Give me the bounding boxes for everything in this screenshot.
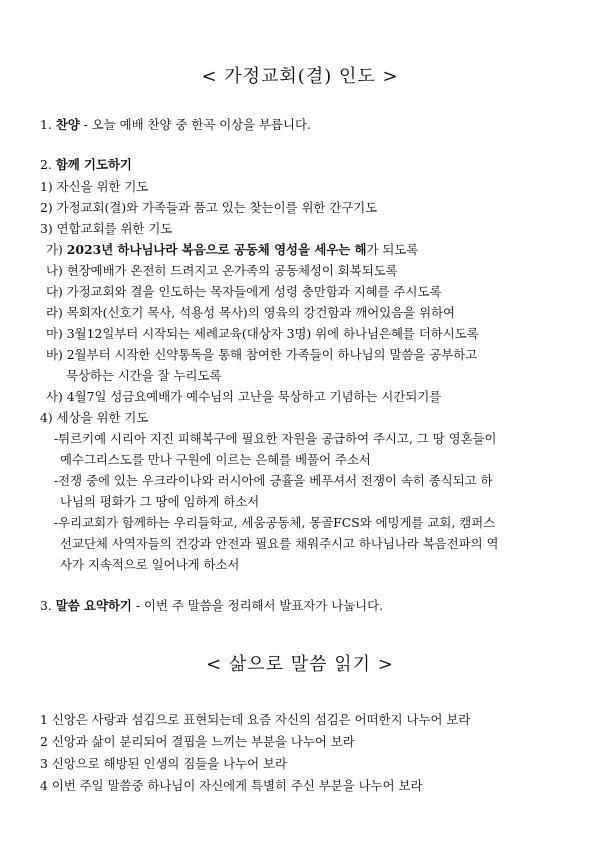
section-text: - 오늘 예배 찬양 중 한곡 이상을 부릅니다. [79, 117, 311, 132]
world-prayer-bullet-2: -전쟁 중에 있는 우크라이나와 러시아에 긍휼을 베푸셔서 전쟁이 속히 종식되고 하 [54, 473, 493, 488]
prayer-item-1: 1) 자신을 위한 기도 [40, 179, 149, 194]
section-prayer [40, 155, 132, 173]
sub-bold-text: 2023년 하나님나라 복음으로 공동체 영성을 세우는 해 [66, 242, 367, 257]
section-summary [40, 596, 383, 614]
prayer-item-2: 2) 가정교회(결)와 가족들과 품고 있는 찾는이를 위한 간구기도 [40, 200, 378, 215]
section-text: - 이번 주 말씀을 정리해서 발표자가 나눕니다. [131, 598, 384, 613]
world-prayer-bullet-3-continued-1: 선교단체 사역자들의 건강과 안전과 필요를 채워주시고 하나님나라 복음전파의 역 [60, 536, 499, 551]
question-1: 1 신앙은 사랑과 섬김으로 표현되는데 요즘 자신의 섬김은 어떠한지 나누어 보라 [40, 712, 471, 727]
prayer-sub-da: 다) 가정교회와 결을 인도하는 목자들에게 성령 충만함과 지혜를 주시도록 [46, 284, 442, 299]
heading-reading-with-life: < 삶으로 말씀 읽기 > [206, 654, 394, 675]
world-prayer-bullet-3: -우리교회가 함께하는 우리들학교, 세움공동체, 몽골FCS와 에밍게를 교회, 캠퍼스 [54, 515, 496, 530]
sub-prefix: 가) [46, 242, 67, 257]
section-title: 함께 기도하기 [55, 157, 132, 172]
prayer-sub-ba: 바) 2월부터 시작한 신약통독을 통해 참여한 가족들이 하나님의 말씀을 공부하고 [46, 347, 478, 362]
prayer-sub-na: 나) 현장예배가 온전히 드려지고 온가족의 공동체성이 회복되도록 [46, 263, 398, 278]
prayer-item-3: 3) 연합교회를 위한 기도 [40, 221, 173, 236]
section-number: 3. [40, 598, 56, 613]
section-number: 1. [40, 117, 56, 132]
world-prayer-bullet-1: -튀르키예 시리아 지진 피해복구에 필요한 자원을 공급하여 주시고, 그 땅 영혼들이 [54, 431, 497, 446]
section-title: 찬양 [55, 117, 80, 132]
prayer-sub-ma: 마) 3월12일부터 시작되는 세례교육(대상자 3명) 위에 하나님은혜를 더하시도록 [46, 326, 479, 341]
world-prayer-bullet-3-continued-2: 사가 지속적으로 일어나게 하소서 [60, 557, 240, 572]
section-number: 2. [40, 157, 56, 172]
question-3: 3 신앙으로 해방된 인생의 짐들을 나누어 보라 [40, 756, 287, 771]
sub-text: 가 되도록 [366, 242, 419, 257]
section-title: 말씀 요약하기 [55, 598, 132, 613]
section-praise [40, 115, 311, 133]
prayer-sub-ra: 라) 목회자(신호기 목사, 석용성 목사)의 영육의 강건함과 깨어있음을 위하여 [46, 305, 456, 320]
question-4: 4 이번 주일 말씀중 하나님이 자신에게 특별히 주신 부분을 나누어 보라 [40, 778, 423, 793]
prayer-sub-ga [46, 240, 418, 258]
heading-house-church: < 가정교회(결) 인도 > [201, 66, 399, 87]
question-2: 2 신앙과 삶이 분리되어 결핍을 느끼는 부분을 나누어 보라 [40, 734, 355, 749]
world-prayer-bullet-1-continued: 예수그리스도를 만나 구원에 이르는 은혜를 베풀어 주소서 [60, 452, 371, 467]
prayer-item-4: 4) 세상을 위한 기도 [40, 410, 149, 425]
world-prayer-bullet-2-continued: 나님의 평화가 그 땅에 임하게 하소서 [60, 494, 260, 509]
prayer-sub-ba-continued: 묵상하는 시간을 잘 누리도록 [66, 368, 222, 383]
prayer-sub-sa: 사) 4월7일 성금요예배가 예수님의 고난을 묵상하고 기념하는 시간되기를 [46, 389, 442, 404]
